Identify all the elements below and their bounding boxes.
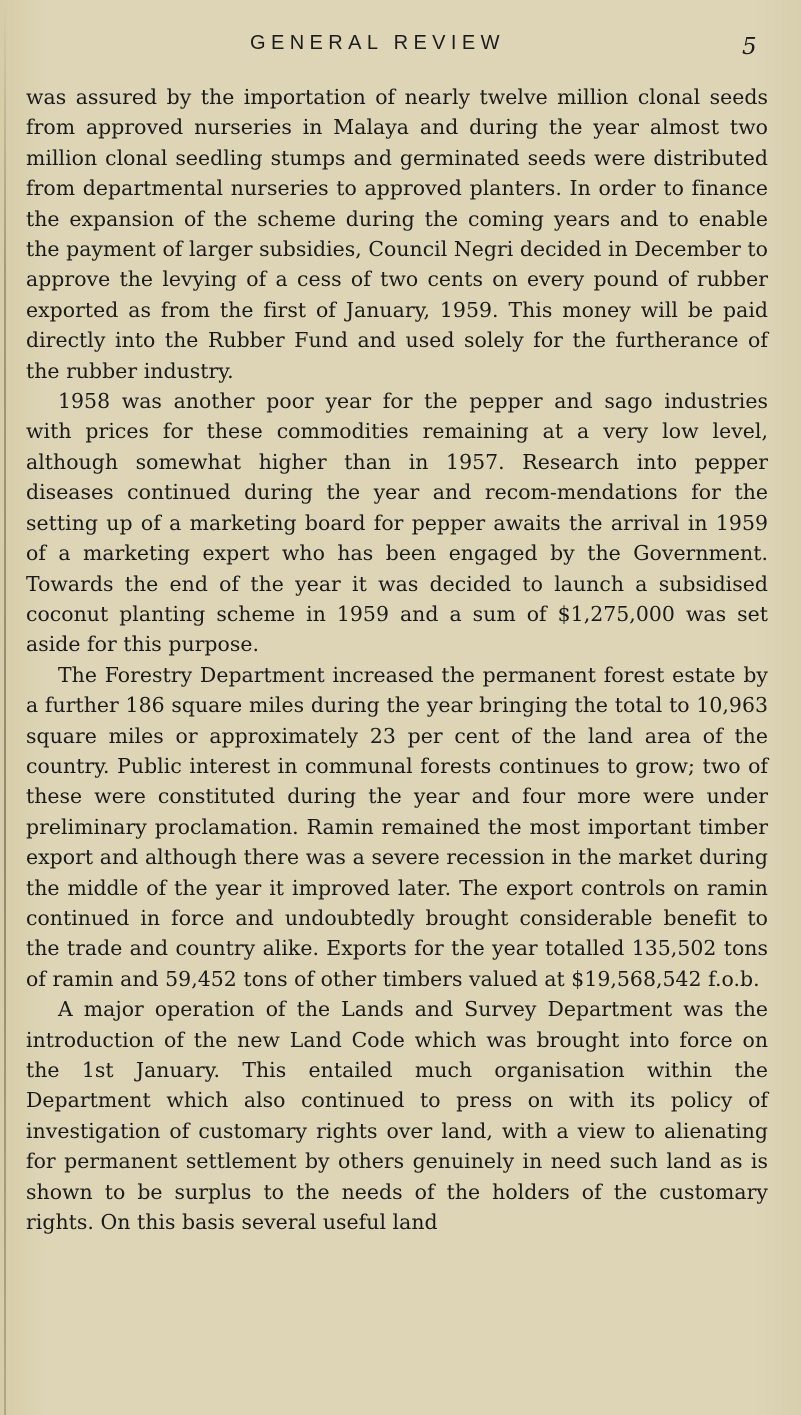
page-number: 5 (742, 34, 757, 60)
paragraph-forestry: The Forestry Department increased the permanent forest estate by a further 186 square miles during the year bringing the total to 10,963 square miles or approximately 23 per cent of the land area of the country. Public interest in communal forests continues to grow; two of these were constituted during the year and four more were under preliminary proclamation. Ramin remained the most important timber export and although there was a severe recession in the market during the middle of the year it improved later. The export controls on ramin continued in force and undoubtedly brought considerable benefit to the trade and country alike. Exports for the year totalled 135,502 tons of ramin and 59,452 tons of other timbers valued at $19,568,542 f.o.b. (26, 662, 768, 991)
running-head: GENERAL REVIEW (250, 32, 505, 54)
paragraph-rubber-fund: was assured by the importation of nearly twelve million clonal seeds from approved nurseries in Malaya and during the year almost two million clonal seedling stumps and germinated seeds were distributed from departmental nurseries to approved planters. In order to finance the expansion of the scheme during the coming years and to enable the payment of larger subsidies, Council Negri decided in December to approve the levying of a cess of two cents on every pound of rubber exported as from the first of January, 1959. This money will be paid directly into the Rubber Fund and used solely for the furtherance of the rubber industry. (26, 85, 768, 383)
paragraph-lands-survey: A major operation of the Lands and Survey Department was the introduction of the new Land Code which was brought into force on the 1st January. This entailed much organisation within the Department which also continued to press on with its policy of investigation of customary rights over land, with a view to alienating for permanent settlement by others genuinely in need such land as is shown to be surplus to the needs of the holders of the customary rights. On this basis several useful land (26, 997, 768, 1235)
paragraph-pepper-sago: 1958 was another poor year for the pepper and sago industries with prices for these commodities remaining at a very low level, although somewhat higher than in 1957. Research into pepper diseases continued during the year and recom-mendations for the setting up of a marketing board for pepper awaits the arrival in 1959 of a marketing expert who has been engaged by the Government. Towards the end of the year it was decided to launch a subsidised coconut planting scheme in 1959 and a sum of $1,275,000 was set aside for this purpose. (26, 389, 768, 657)
page-header (0, 30, 801, 60)
binding-edge (4, 0, 6, 1415)
body-text (26, 82, 768, 1237)
